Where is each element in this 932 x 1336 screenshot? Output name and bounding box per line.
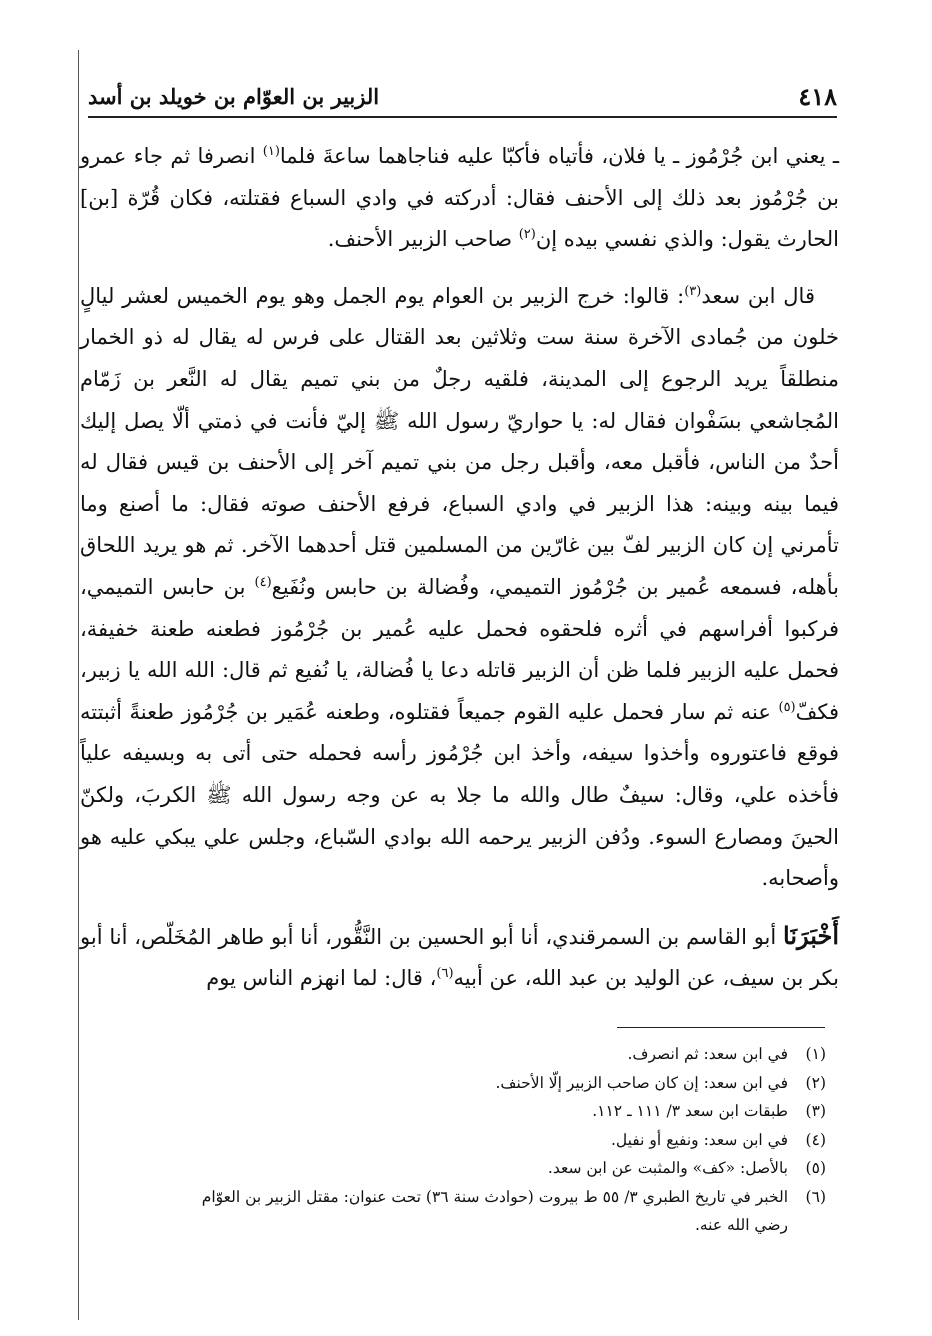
footnote-text: الخبر في تاريخ الطبري ٣/ ٥٥ ط بيروت (حوادث سنة ٣٦) تحت عنوان: مقتل الزبير بن العوّام <box>201 1187 788 1206</box>
footnote-text: في ابن سعد: إن كان صاحب الزبير إلّا الأحنف. <box>495 1073 788 1092</box>
main-text <box>80 136 839 1000</box>
text-run: عنه ثم سار فحمل عليه القوم جميعاً فقتلوه، وطعنه عُمَير بن جُرْمُوز طعنةً أثبتته فوقع فاعتوروه وأخذوا سيفه، وأخذ ابن جُرْمُوز رأسه فحمله حتى أتى به وبسيفه علياً فأخذه علي، وقال: سيفٌ طال والله ما جلا به عن وجه رسول الله ﷺ الكربَ، ولكنّ الحينَ ومصارع السوء. ودُفن الزبير يرحمه الله بوادي السّباع، وجلس علي يبكي عليه هو وأصحابه. <box>80 699 839 891</box>
footnote-number: (٥) <box>805 1159 826 1177</box>
paragraph-1 <box>80 136 839 261</box>
footnote-ref: (١) <box>262 144 280 159</box>
footnote-ref: (٤) <box>254 574 272 590</box>
footnote-ref: (٣) <box>684 283 702 299</box>
footnote-separator <box>617 1027 825 1028</box>
text-run: أبو القاسم بن السمرقندي، أنا أبو الحسين بن النَّقُّور، أنا أبو طاهر المُخَلّص، أنا أبو بكر بن سيف، عن الوليد بن عبد الله، عن أبيه <box>80 924 839 991</box>
footnotes <box>78 1040 826 1240</box>
footnote-number: (٣) <box>805 1102 826 1120</box>
footnote-number: (١) <box>805 1045 826 1063</box>
footnote-text: في ابن سعد: ونفيع أو نفيل. <box>610 1130 788 1149</box>
footnote-text: طبقات ابن سعد ٣/ ١١١ ـ ١١٢. <box>592 1102 788 1120</box>
footnote-number: (٢) <box>805 1073 826 1092</box>
footnote-ref: (٢) <box>518 227 536 243</box>
text-run: قال ابن سعد <box>701 283 815 308</box>
text-run: ـ يعني ابن جُرْمُوز ـ يا فلان، فأتياه فأكبّا عليه فناجاهما ساعةَ فلما <box>279 144 839 168</box>
paragraph-2 <box>80 276 839 900</box>
isnad-lead-word: أَخْبَرَنَا <box>783 920 839 950</box>
footnote-text: بالأصل: «كف» والمثبت عن ابن سعد. <box>547 1159 788 1177</box>
footnote <box>78 1069 826 1098</box>
page-header <box>88 82 837 116</box>
footnote-continuation: رضي الله عنه. <box>694 1216 788 1234</box>
footnote <box>78 1126 826 1155</box>
footnote <box>78 1040 826 1069</box>
text-run: ، قال: لما انهزم الناس يوم <box>206 966 437 991</box>
text-run: : قالوا: خرج الزبير بن العوام يوم الجمل وهو يوم الخميس لعشر ليالٍ خلون من جُمادى الآخرة سنة ست وثلاثين بعد القتال على فرس له يقال له ذو الخمار منطلقاً يريد الرجوع إلى المدينة، فلقيه رجلٌ من بني تميم يقال له النَّعر بن زَمّام المُجاشعي بسَفْوان فقال له: يا حواريّ رسول الله ﷺ إليّ فأنت في ذمتي ألّا يصل إليك أحدٌ من الناس، فأقبل معه، وأقبل رجل من بني تميم آخر إلى الأحنف بن قيس فقال له فيما بينه وبينه: هذا الزبير في وادي السباع، فرفع الأحنف صوته فقال: ما أصنع وما تأمرني إن كان الزبير لفّ بين غارّين من المسلمين قتل أحدهما الآخر. ثم هو يريد اللحاق بأهله، فسمعه عُمير بن جُرْمُوز التميمي، وفُضالة بن حابس ونُفَيع <box>80 283 839 599</box>
footnote-number: (٤) <box>805 1130 826 1149</box>
footnote-text: في ابن سعد: ثم انصرف. <box>627 1045 788 1063</box>
footnote-ref: (٦) <box>436 966 454 982</box>
footnote-number: (٦) <box>805 1187 826 1206</box>
footnote <box>78 1154 826 1183</box>
footnote-ref: (٥) <box>778 699 796 715</box>
text-run: بن حابس التميمي، فركبوا أفراسهم في أثره فلحقوه فحمل عليه عُمير بن جُرْمُوز فطعنه طعنة خفيفة، فحمل عليه الزبير فلما ظن أن الزبير قاتله دعا يا فُضالة، يا نُفيع ثم قال: الله الله يا زبير، فكفّ <box>80 574 839 724</box>
text-run: انصرفا ثم جاء عمرو بن جُرْمُوز بعد ذلك إلى الأحنف فقال: أدركته في وادي السباع فقتلته، فكان قُرّة [بن] الحارث يقول: والذي نفسي بيده إن <box>80 144 839 252</box>
running-title: الزبير بن العوّام بن خويلد بن أسد <box>88 84 380 109</box>
paragraph-3 <box>80 915 839 1000</box>
footnote <box>78 1183 826 1212</box>
footnote <box>78 1097 826 1126</box>
text-run: صاحب الزبير الأحنف. <box>327 227 519 252</box>
header-rule <box>88 116 837 118</box>
page-number: ٤١٨ <box>798 82 837 111</box>
